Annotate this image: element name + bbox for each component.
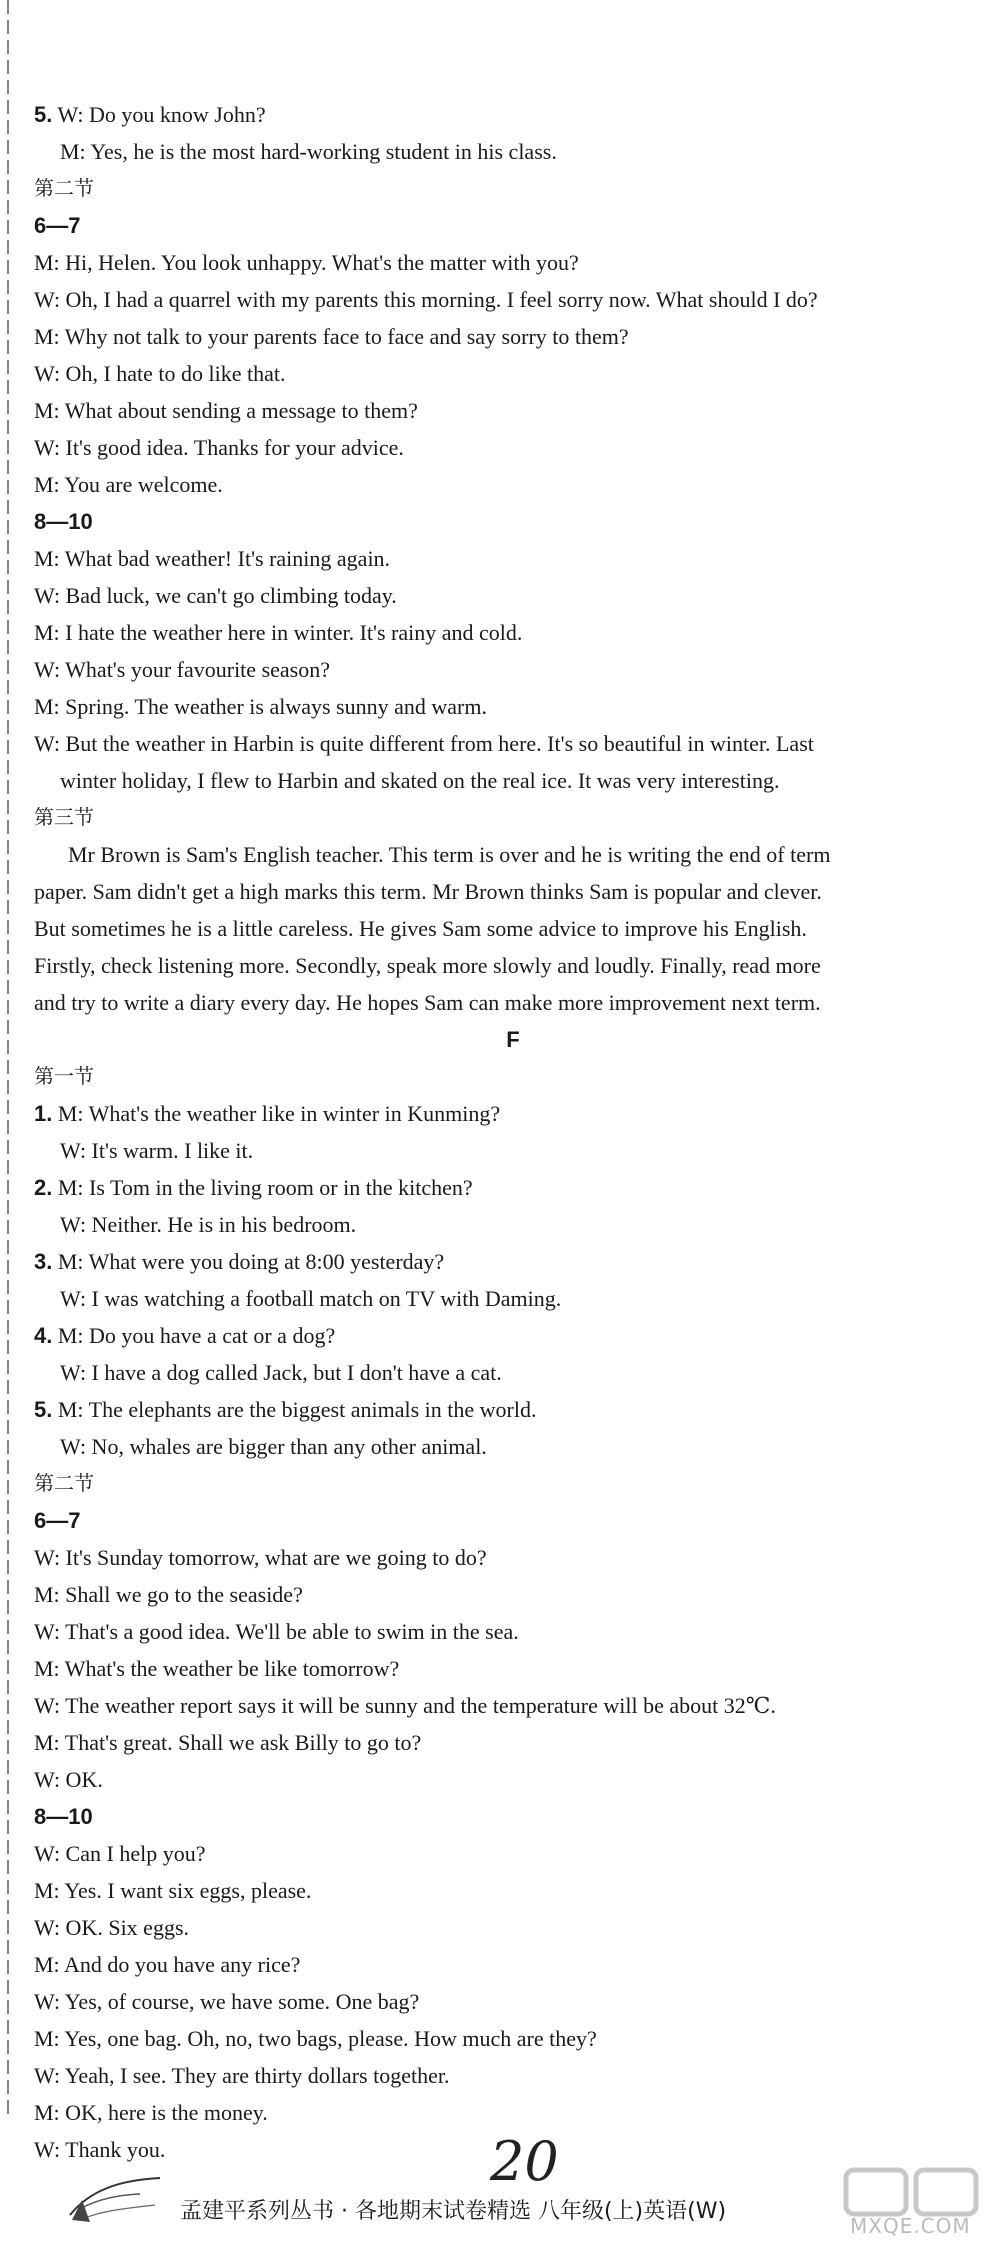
question-range: 8—10 xyxy=(34,509,93,534)
part-heading: F xyxy=(506,1027,520,1052)
dialogue-line: W: That's a good idea. We'll be able to swim in the sea. xyxy=(34,1619,519,1644)
question-line: 4. M: Do you have a cat or a dog? xyxy=(34,1323,336,1348)
section-heading: 第一节 xyxy=(34,1064,94,1088)
dialogue-line: W: Oh, I hate to do like that. xyxy=(34,361,286,386)
section-heading: 第二节 xyxy=(34,176,94,200)
dialogue-line: W: Thank you. xyxy=(34,2137,166,2162)
passage-line: But sometimes he is a little careless. He gives Sam some advice to improve his English. xyxy=(34,916,807,941)
section-heading: 第二节 xyxy=(34,1471,94,1495)
question-line: 1. M: What's the weather like in winter in Kunming? xyxy=(34,1101,501,1126)
dialogue-line: W: Yes, of course, we have some. One bag? xyxy=(34,1989,420,2014)
dialogue-line: W: It's good idea. Thanks for your advice. xyxy=(34,435,404,460)
dialogue-line: M: Shall we go to the seaside? xyxy=(34,1582,303,1607)
series-title: 孟建平系列丛书 · 各地期末试卷精选 八年级(上)英语(W) xyxy=(180,2199,727,2224)
answer-line: W: I have a dog called Jack, but I don't have a cat. xyxy=(60,1360,502,1385)
answer-line: W: No, whales are bigger than any other animal. xyxy=(60,1434,487,1459)
question-5-m: M: Yes, he is the most hard-working student in his class. xyxy=(60,139,557,164)
dialogue-line: W: But the weather in Harbin is quite different from here. It's so beautiful in winter. Last xyxy=(34,731,814,756)
dialogue-line: M: What about sending a message to them? xyxy=(34,398,418,423)
answer-line: W: Neither. He is in his bedroom. xyxy=(60,1212,357,1237)
dialogue-line: M: Why not talk to your parents face to face and say sorry to them? xyxy=(34,324,629,349)
dialogue-line: M: What's the weather be like tomorrow? xyxy=(34,1656,400,1681)
dialogue-line: M: Spring. The weather is always sunny and warm. xyxy=(34,694,487,719)
section-heading: 第三节 xyxy=(34,805,94,829)
dialogue-line: W: What's your favourite season? xyxy=(34,657,330,682)
dialogue-line: M: I hate the weather here in winter. It's rainy and cold. xyxy=(34,620,523,645)
question-range: 6—7 xyxy=(34,213,81,238)
dialogue-line: W: Can I help you? xyxy=(34,1841,206,1866)
dialogue-line: winter holiday, I flew to Harbin and skated on the real ice. It was very interesting. xyxy=(60,768,780,793)
binding-line xyxy=(0,0,20,2120)
dialogue-line: W: Yeah, I see. They are thirty dollars together. xyxy=(34,2063,450,2088)
passage-line: Mr Brown is Sam's English teacher. This term is over and he is writing the end of term xyxy=(68,842,831,867)
question-line: 3. M: What were you doing at 8:00 yesterday? xyxy=(34,1249,445,1274)
dialogue-line: M: Yes, one bag. Oh, no, two bags, please. How much are they? xyxy=(34,2026,597,2051)
binding-dashes xyxy=(0,0,20,2120)
question-line: 5. M: The elephants are the biggest animals in the world. xyxy=(34,1397,537,1422)
passage-line: and try to write a diary every day. He hopes Sam can make more improvement next term. xyxy=(34,990,821,1015)
question-5-w: 5. W: Do you know John? xyxy=(34,102,266,127)
dialogue-line: M: Hi, Helen. You look unhappy. What's the matter with you? xyxy=(34,250,579,275)
dialogue-line: W: OK. xyxy=(34,1767,103,1792)
passage-line: Firstly, check listening more. Secondly, speak more slowly and loudly. Finally, read more xyxy=(34,953,821,978)
dialogue-line: M: Yes. I want six eggs, please. xyxy=(34,1878,312,1903)
dialogue-line: W: The weather report says it will be sunny and the temperature will be about 32℃. xyxy=(34,1693,776,1718)
dialogue-line: M: That's great. Shall we ask Billy to go to? xyxy=(34,1730,422,1755)
dialogue-line: M: What bad weather! It's raining again. xyxy=(34,546,391,571)
passage-line: paper. Sam didn't get a high marks this term. Mr Brown thinks Sam is popular and clever. xyxy=(34,879,822,904)
answer-line: W: It's warm. I like it. xyxy=(60,1138,254,1163)
watermark-text: MXQE.COM xyxy=(850,2214,971,2238)
dialogue-line: M: OK, here is the money. xyxy=(34,2100,268,2125)
question-line: 2. M: Is Tom in the living room or in the kitchen? xyxy=(34,1175,473,1200)
dialogue-line: W: OK. Six eggs. xyxy=(34,1915,190,1940)
dialogue-line: M: And do you have any rice? xyxy=(34,1952,301,1977)
question-range: 6—7 xyxy=(34,1508,81,1533)
dialogue-line: W: Bad luck, we can't go climbing today. xyxy=(34,583,397,608)
dialogue-line: M: You are welcome. xyxy=(34,472,223,497)
dialogue-line: W: It's Sunday tomorrow, what are we going to do? xyxy=(34,1545,487,1570)
answer-line: W: I was watching a football match on TV with Daming. xyxy=(60,1286,562,1311)
transcript-content xyxy=(34,96,992,2168)
question-range: 8—10 xyxy=(34,1804,93,1829)
dialogue-line: W: Oh, I had a quarrel with my parents this morning. I feel sorry now. What should I do? xyxy=(34,287,818,312)
page-number-handwritten: 20 xyxy=(490,2130,559,2193)
